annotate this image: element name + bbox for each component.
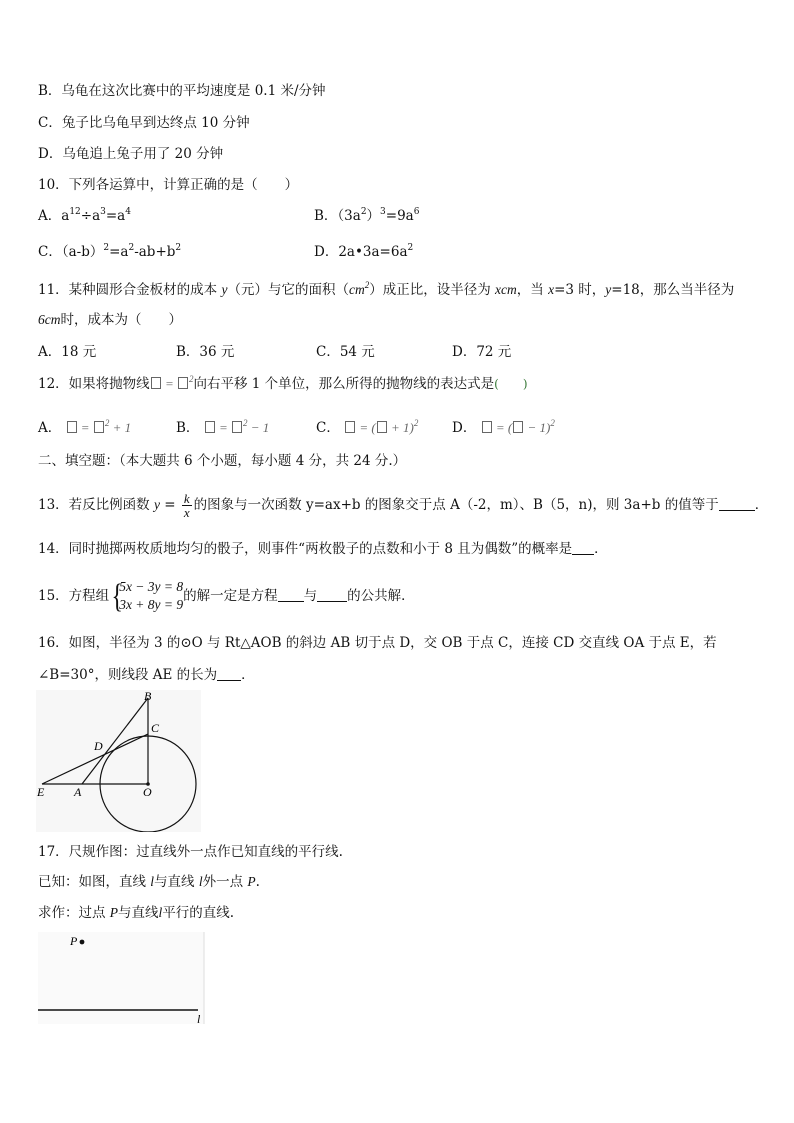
q15-text: 15．方程组 { 5x − 3y = 8 3x + 8y = 9 的解一定是方程 与 的公共解．: [38, 578, 415, 615]
q14-text: 14．同时抛掷两枚质地均匀的骰子，则事件“两枚骰子的点数和小于 8 且为偶数”的概率是 ．: [38, 541, 608, 557]
q9-option-b: B．乌龟在这次比赛中的平均速度是 0.1 米/分钟: [38, 83, 326, 99]
label-d: D: [94, 739, 103, 753]
label-b: B: [144, 690, 152, 703]
q17-construction-figure: [36, 930, 208, 1028]
q13-answer-blank[interactable]: [719, 498, 755, 511]
q16-text-line2: ∠B=30°，则线段 AE 的长为 ．: [38, 667, 255, 683]
label-l: l: [197, 1012, 201, 1026]
q16-geometry-figure: [36, 690, 201, 832]
q16-text-line1: 16．如图，半径为 3 的⊙O 与 Rt△AOB 的斜边 AB 切于点 D，交 OB 于点 C，连接 CD 交直线 OA 于点 E，若: [38, 635, 717, 651]
label-a: A: [74, 785, 82, 799]
label-p: P: [70, 934, 78, 948]
q10-stem: 10．下列各运算中，计算正确的是（ ）: [38, 177, 299, 193]
q17-given: 已知：如图，直线 l与直线 l外一点 P.: [38, 874, 260, 890]
q11-option-c: C．54 元: [316, 344, 375, 360]
q11-stem-line1: 11．某种圆形合金板材的成本 y（元）与它的面积$(cm^2)$成正比，设半径为 xcm，当 x=3 时，y=18，那么当半径为: [38, 280, 735, 298]
q11-option-d: D．72 元: [452, 344, 512, 360]
q17-stem: 17．尺规作图：过直线外一点作已知直线的平行线.: [38, 844, 343, 860]
q12-stem: 12．如果将抛物线 = $^2$向右平移 1 个单位，那么所得的抛物线的表达式是( ): [38, 374, 528, 392]
q10-option-b: B．$(3a^2)^3=9a^6$: [314, 207, 420, 224]
q14-answer-blank[interactable]: [572, 542, 594, 555]
label-e: E: [37, 785, 45, 799]
equation-system: { 5x − 3y = 8 3x + 8y = 9: [111, 578, 184, 615]
q12-option-b: B． = $^2$ − 1: [176, 418, 270, 436]
q11-stem-line2: 6cm时，成本为（ ）: [38, 312, 182, 328]
q13-text: 13．若反比例函数 y = $\frac{k}{x}$ 的图象与一次函数 y=ax+b 的图象交于点 A（-2，m）、B（5，n)，则 3a+b 的值等于 ．: [38, 491, 769, 520]
fraction-k-over-x: $\frac{k}{x}$: [183, 491, 190, 520]
q10-option-c: C．$(a-b)^2=a^2-ab+b^2$: [38, 243, 182, 260]
q11-option-a: A．18 元: [38, 344, 97, 360]
point-p: [80, 940, 85, 945]
q12-option-d: D． = ( − 1)$^2$: [452, 418, 555, 436]
q10-option-d: D．$2a•3a=6a^2$: [314, 243, 414, 260]
label-c: C: [151, 721, 160, 735]
q16-answer-blank[interactable]: [217, 668, 241, 681]
q9-option-c: C．兔子比乌龟早到达终点 10 分钟: [38, 115, 250, 131]
label-o: O: [143, 785, 152, 799]
q9-option-d: D．乌龟追上兔子用了 20 分钟: [38, 146, 224, 162]
q15-blank-1[interactable]: [278, 589, 304, 602]
q11-option-b: B．36 元: [176, 344, 235, 360]
q10-option-a: A．$a^{12}\div a^3=a^4$: [38, 207, 131, 224]
q12-option-a: A． = $^2$ + 1: [38, 418, 132, 436]
q15-blank-2[interactable]: [317, 589, 347, 602]
q17-requirement: 求作：过点 P与直线l平行的直线.: [38, 905, 235, 921]
q12-parabola-expr: = $^2$: [150, 376, 194, 391]
section-header-fill-blank: 二、填空题：（本大题共 6 个小题，每小题 4 分，共 24 分.）: [38, 453, 407, 469]
q12-option-c: C． = ( + 1)$^2$: [316, 418, 419, 436]
